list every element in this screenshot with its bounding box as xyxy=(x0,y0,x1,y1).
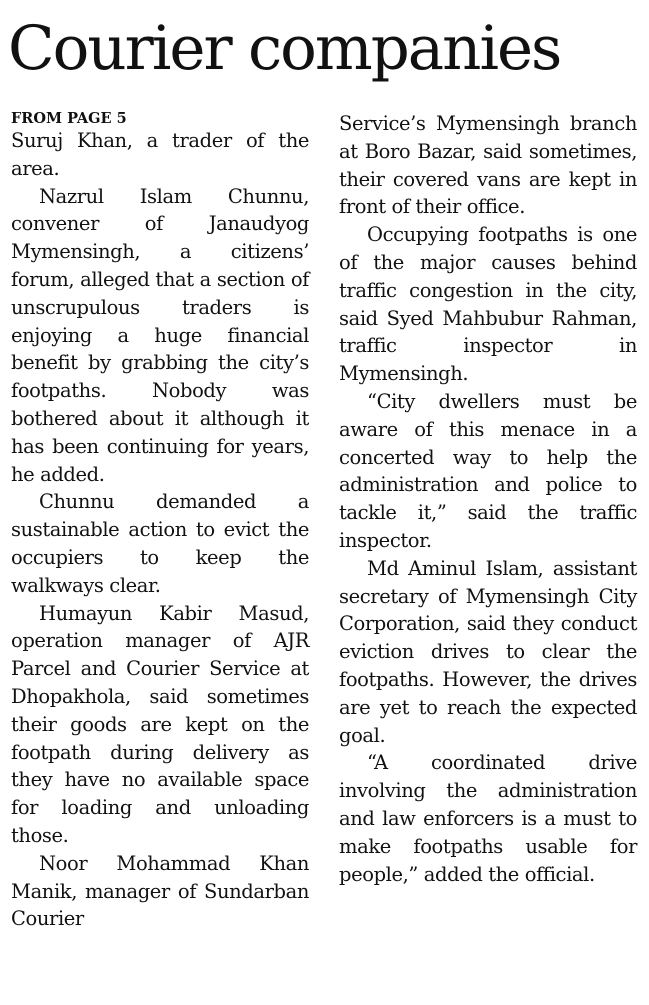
article-column-right xyxy=(339,110,637,888)
paragraph: “A coordinated drive involving the administration and law enforcers is a must to make footpaths usable for people,” added the official. xyxy=(339,751,637,886)
paragraph: Noor Mohammad Khan Manik, manager of Sundarban Courier xyxy=(11,851,309,931)
paragraph: Humayun Kabir Masud, operation manager of AJR Parcel and Courier Service at Dhopakhola, said sometimes their goods are kept on the footpath during delivery as they have no available space for loading and unloading those. xyxy=(11,601,309,847)
paragraph: Occupying footpaths is one of the major causes behind traffic congestion in the city, said Syed Mahbubur Rahman, traffic inspector in Mymensingh. xyxy=(339,223,637,386)
article-column-left xyxy=(11,110,309,933)
paragraph: Md Aminul Islam, assistant secretary of Mymensingh City Corporation, said they conduct eviction drives to clear the footpaths. However, the drives are yet to reach the expected goal. xyxy=(339,556,637,747)
headline: Courier companies xyxy=(8,13,561,84)
paragraph: Service’s Mymensingh branch at Boro Bazar, said sometimes, their covered vans are kept in front of their office. xyxy=(339,112,637,219)
jump-label: FROM PAGE 5 xyxy=(11,110,127,127)
paragraph: Nazrul Islam Chunnu, convener of Janaudyog Mymensingh, a citizens’ forum, alleged that a section of unscrupulous traders is enjoying a huge financial benefit by grabbing the city’s footpaths. Nobody was bothered about it although it has been continuing for years, he added. xyxy=(11,184,309,486)
paragraph: Chunnu demanded a sustainable action to evict the occupiers to keep the walkways clear. xyxy=(11,490,309,597)
paragraph: Suruj Khan, a trader of the area. xyxy=(11,129,309,180)
paragraph: “City dwellers must be aware of this menace in a concerted way to help the administration and police to tackle it,” said the traffic inspector. xyxy=(339,389,637,552)
